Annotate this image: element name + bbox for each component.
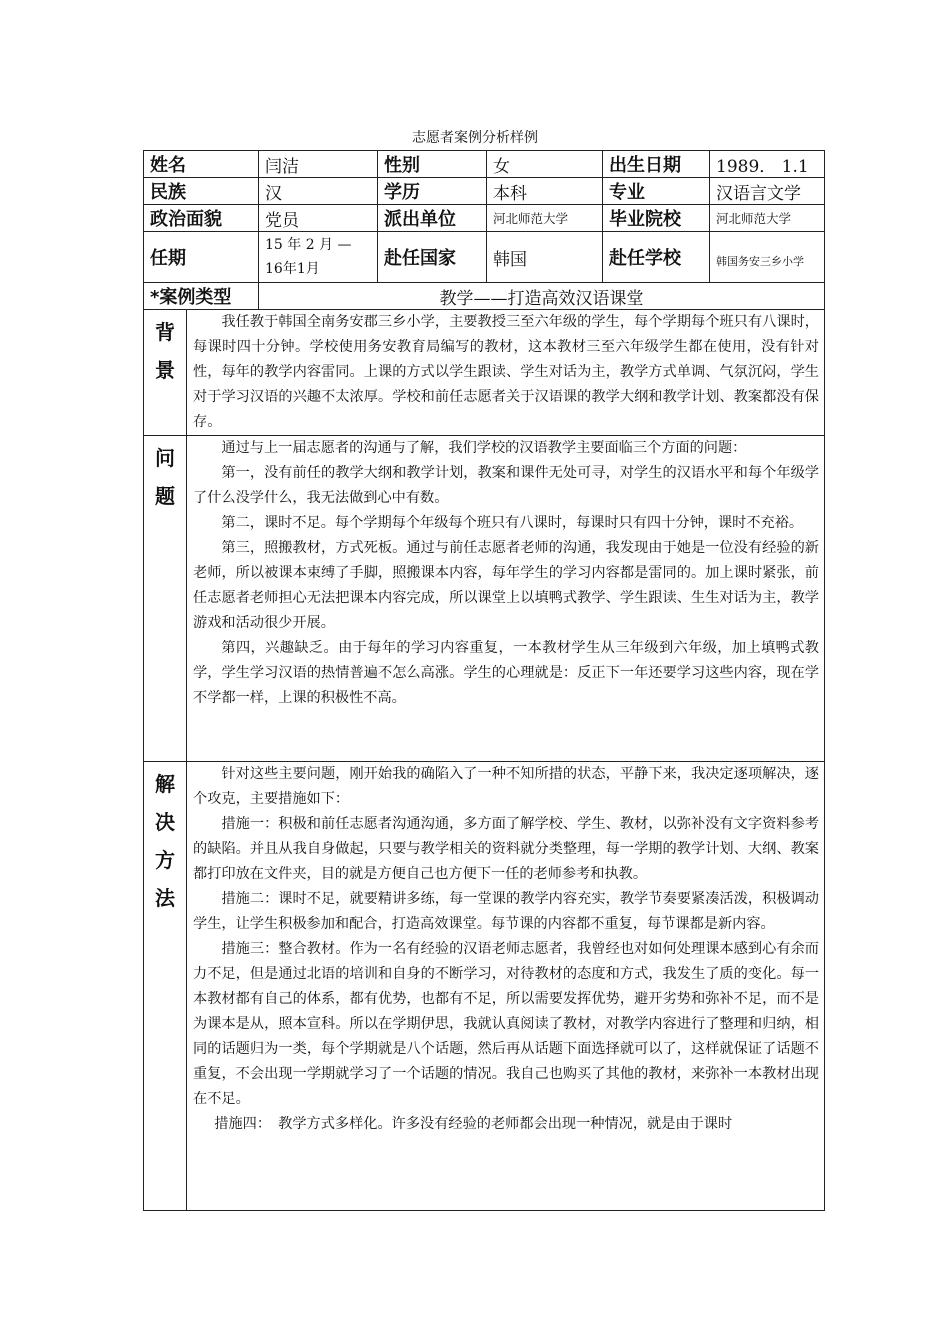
page-title: 志愿者案例分析样例 (412, 130, 538, 146)
solution-paragraph: 措施三：整合教材。作为一名有经验的汉语老师志愿者，我曾经也对如何处理课本感到心有余而力不足，但是通过北语的培训和自身的不断学习，对待教材的态度和方式，我发生了质的变化。每一本教材都有自己的体系，都有优势，也都有不足，所以需要发挥优势，避开劣势和弥补不足，而不是为课本是从，照本宣科。所以在学期伊思，我就认真阅读了教材，对教学内容进行了整理和归纳，相同的话题归为一类，每个学期就是八个话题，然后再从话题下面选择就可以了，这样就保证了话题不重复，不会出现一学期就学习了一个话题的情况。我自己也购买了其他的教材，来弥补一本教材出现在不足。 (193, 941, 819, 1107)
school-label: 毕业院校 (603, 205, 710, 232)
birth-label: 出生日期 (603, 151, 710, 178)
case-form-table (143, 150, 825, 1211)
post-school-label: 赴任学校 (603, 232, 710, 283)
problem-paragraph: 第一，没有前任的教学大纲和教学计划，教案和课件无处可寻，对学生的汉语水平和每个年级学了什么没学什么，我无法做到心中有数。 (193, 465, 819, 506)
problem-paragraph: 第三，照搬教材，方式死板。通过与前任志愿者老师的沟通，我发现由于她是一位没有经验的新老师，所以被课本束缚了手脚，照搬课本内容，每年学生的学习内容都是雷同的。加上课时紧张，前任志愿者老师担心无法把课本内容完成，所以课堂上以填鸭式教学、学生跟读、生生对话为主，教学游戏和活动很少开展。 (193, 540, 819, 631)
problem-paragraph: 第二，课时不足。每个学期每个年级每个班只有八课时，每课时只有四十分钟，课时不充裕。 (221, 515, 804, 531)
unit-value: 河北师范大学 (487, 205, 603, 232)
ethnic-label: 民族 (144, 178, 259, 205)
problem-label (144, 436, 187, 762)
background-label-char-1: 背 (155, 320, 175, 344)
background-label (144, 310, 187, 436)
term-line-1: 15 年 2 月 — (265, 237, 352, 253)
info-row-2 (144, 178, 825, 205)
case-type-label: *案例类型 (144, 283, 259, 310)
solution-paragraph: 措施一：积极和前任志愿者沟通沟通，多方面了解学校、学生、教材，以弥补没有文字资料参考的缺陷。并且从我自身做起，只要与教学相关的资料就分类整理，每一学期的教学计划、大纲、教案都打印放在文件夹，目的就是方便自己也方便下一任的老师参考和执教。 (193, 816, 819, 882)
solution-paragraph: 措施二：课时不足，就要精讲多练，每一堂课的教学内容充实，教学节奏要紧凑活泼，积极调动学生，让学生积极参加和配合，打造高效课堂。每节课的内容都不重复，每节课都是新内容。 (193, 891, 819, 932)
solution-paragraph: 措施四： 教学方式多样化。许多没有经验的老师都会出现一种情况，就是由于课时 (214, 1116, 733, 1132)
solution-paragraph: 针对这些主要问题，刚开始我的确陷入了一种不知所措的状态，平静下来，我决定逐项解决，逐个攻克，主要措施如下： (193, 766, 819, 807)
problem-paragraph: 第四，兴趣缺乏。由于每年的学习内容重复，一本教材学生从三年级到六年级，加上填鸭式教学，学生学习汉语的热情普遍不怎么高涨。学生的心理就是：反正下一年还要学习这些内容，现在学不学都一样，上课的积极性不高。 (193, 640, 819, 706)
term-label: 任期 (144, 232, 259, 283)
solution-label-char-1: 解 (155, 772, 175, 796)
case-type-row (144, 283, 825, 310)
name-label: 姓名 (144, 151, 259, 178)
term-value (259, 232, 378, 283)
problem-label-char-1: 问 (155, 446, 175, 470)
problem-body (187, 436, 825, 762)
background-label-char-2: 景 (155, 358, 175, 382)
post-school-value: 韩国务安三乡小学 (710, 232, 825, 283)
birth-value: 1989． 1.1 (710, 151, 825, 178)
background-body (187, 310, 825, 436)
unit-label: 派出单位 (378, 205, 487, 232)
name-value: 闫洁 (259, 151, 378, 178)
edu-value: 本科 (487, 178, 603, 205)
solution-label-char-2: 决 (155, 810, 175, 834)
solution-label-char-4: 法 (155, 886, 175, 910)
major-value: 汉语言文学 (710, 178, 825, 205)
term-line-2: 16年1月 (265, 261, 320, 277)
edu-label: 学历 (378, 178, 487, 205)
political-value: 党员 (259, 205, 378, 232)
gender-label: 性别 (378, 151, 487, 178)
info-row-1 (144, 151, 825, 178)
case-type-value: 教学——打造高效汉语课堂 (259, 283, 825, 310)
country-value: 韩国 (487, 232, 603, 283)
political-label: 政治面貌 (144, 205, 259, 232)
gender-value: 女 (487, 151, 603, 178)
major-label: 专业 (603, 178, 710, 205)
ethnic-value: 汉 (259, 178, 378, 205)
country-label: 赴任国家 (378, 232, 487, 283)
problem-row (144, 436, 825, 762)
solution-label-char-3: 方 (155, 848, 175, 872)
info-row-4 (144, 232, 825, 283)
solution-body (187, 762, 825, 1211)
school-value: 河北师范大学 (710, 205, 825, 232)
problem-label-char-2: 题 (155, 484, 175, 508)
solution-row (144, 762, 825, 1211)
info-row-3 (144, 205, 825, 232)
solution-label (144, 762, 187, 1211)
background-paragraph: 我任教于韩国全南务安郡三乡小学，主要教授三至六年级的学生，每个学期每个班只有八课时，每课时四十分钟。学校使用务安教育局编写的教材，这本教材三至六年级学生都在使用，没有针对性，每年的教学内容雷同。上课的方式以学生跟读、学生对话为主，教学方式单调、气氛沉闷，学生对于学习汉语的兴趣不太浓厚。学校和前任志愿者关于汉语课的教学大纲和教学计划、教案都没有保存。 (193, 314, 819, 430)
problem-paragraph: 通过与上一届志愿者的沟通与了解，我们学校的汉语教学主要面临三个方面的问题： (221, 440, 747, 456)
background-row (144, 310, 825, 436)
